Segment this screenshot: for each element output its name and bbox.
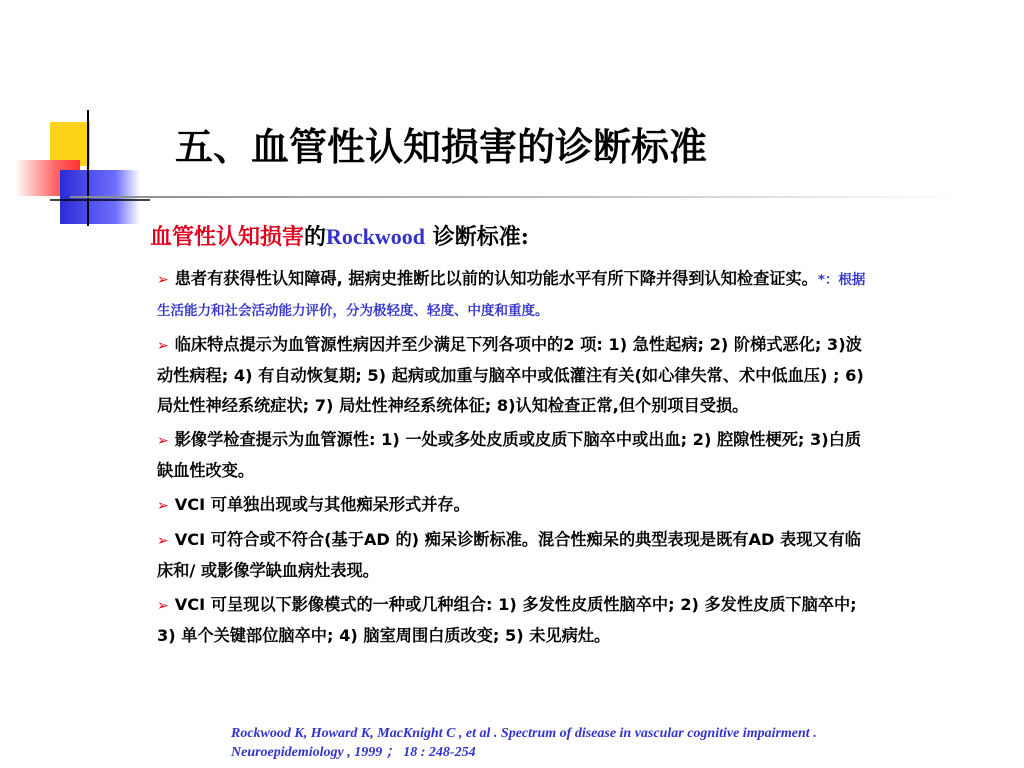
- list-item: [157, 330, 867, 421]
- bullet-text: 患者有获得性认知障碍, 据病史推断比以前的认知功能水平有所下降并得到认知检查证实。: [174, 269, 818, 288]
- arrow-bullet-icon: ➢: [157, 338, 169, 354]
- corner-squares-graphic: [0, 100, 160, 230]
- bullet-text: VCI 可符合或不符合(基于AD 的) 痴呆诊断标准。混合性痴呆的典型表现是既有AD 表现又有临床和/ 或影像学缺血病灶表现。: [157, 530, 861, 580]
- arrow-bullet-icon: ➢: [157, 533, 169, 549]
- reference-line-2: Neuroepidemiology , 1999 ； 18 : 248-254: [231, 745, 476, 760]
- bullet-text: 影像学检查提示为血管源性: 1) 一处或多处皮质或皮质下脑卒中或出血; 2) 腔隙性梗死; 3)白质缺血性改变。: [157, 430, 862, 480]
- list-item: [157, 264, 867, 326]
- arrow-bullet-icon: ➢: [157, 598, 169, 614]
- criteria-list: [157, 264, 867, 655]
- subtitle-tail: 诊断标准:: [425, 224, 529, 250]
- bullet-text: VCI 可呈现以下影像模式的一种或几种组合: 1) 多发性皮质性脑卒中; 2) 多发性皮质下脑卒中; 3) 单个关键部位脑卒中; 4) 脑室周围白质改变; 5) 未见病灶。: [157, 595, 857, 645]
- bullet-note: *：根据生活能力和社会活动能力评价，分为极轻度、轻度、中度和重度。: [157, 272, 866, 319]
- list-item: [157, 590, 867, 651]
- reference-line-1: Rockwood K, Howard K, MacKnight C , et al . Spectrum of disease in vascular cognitive impairment .: [231, 726, 817, 741]
- subtitle-red-part: 血管性认知损害: [150, 225, 305, 250]
- slide-title: 五、血管性认知损害的诊断标准: [175, 125, 708, 169]
- title-divider: [70, 196, 960, 198]
- list-item: [157, 525, 867, 586]
- reference-citation: [231, 724, 1011, 762]
- bullet-text: 临床特点提示为血管源性病因并至少满足下列各项中的2 项: 1) 急性起病; 2) 阶梯式恶化; 3)波动性病程; 4) 有自动恢复期; 5) 起病或加重与脑卒中或低灌注有关(如心律失常、术中低血压) ; 6)局灶性神经系统症状; 7) 局灶性神经系统体征; 8)认知检查正常,但个别项目受损。: [157, 335, 864, 415]
- list-item: [157, 490, 867, 521]
- arrow-bullet-icon: ➢: [157, 272, 169, 288]
- arrow-bullet-icon: ➢: [157, 498, 169, 514]
- bullet-text: VCI 可单独出现或与其他痴呆形式并存。: [174, 495, 470, 514]
- arrow-bullet-icon: ➢: [157, 433, 169, 449]
- list-item: [157, 425, 867, 486]
- subtitle-rockwood: Rockwood: [326, 224, 426, 249]
- subtitle: [150, 222, 529, 253]
- subtitle-connector: 的: [304, 224, 327, 250]
- corner-decoration: [0, 100, 160, 230]
